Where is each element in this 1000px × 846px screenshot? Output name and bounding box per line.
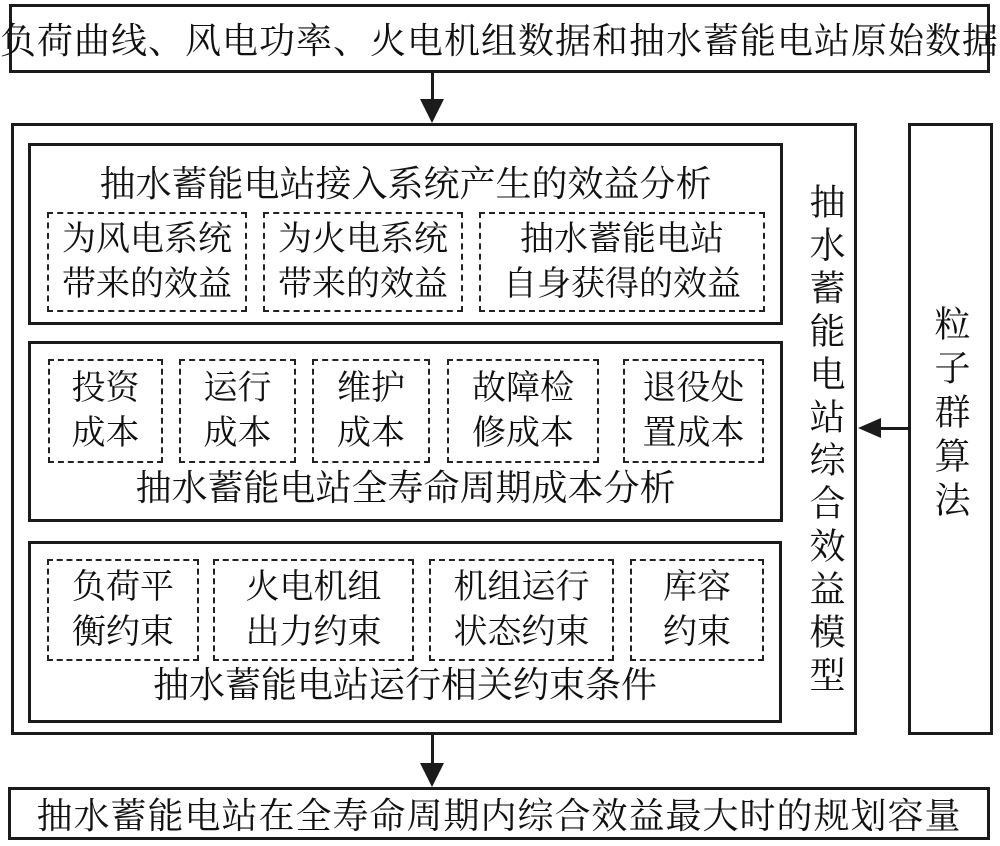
- benefit-item-wind-line2: 带来的效益: [62, 266, 232, 303]
- model-side-label: 抽水蓄能电站综合效益模型: [805, 183, 845, 699]
- result-label: 抽水蓄能电站在全寿命周期内综合效益最大时的规划容量: [36, 796, 962, 836]
- cost-item-maintenance-line2: 成本: [337, 415, 405, 452]
- benefit-item-wind-line1: 为风电系统: [62, 220, 232, 258]
- constraint-section: [28, 541, 782, 723]
- arrow-down-top-stem: [431, 73, 434, 101]
- benefit-item-self: [479, 212, 765, 312]
- cost-item-maintenance-line1: 维护: [337, 369, 405, 407]
- cost-item-decommission: [623, 359, 764, 463]
- arrow-down-top-head: [420, 99, 444, 123]
- input-data-label: 负荷曲线、风电功率、火电机组数据和抽水蓄能电站原始数据: [0, 21, 1000, 61]
- cost-analysis-section: [28, 341, 783, 522]
- cost-item-operation-line2: 成本: [203, 415, 272, 452]
- constraint-label: 抽水蓄能电站运行相关约束条件: [152, 665, 657, 705]
- constraint-item-load-balance-line1: 负荷平: [72, 568, 174, 606]
- cost-item-investment-line2: 成本: [71, 415, 140, 452]
- constraint-item-thermal-output-line1: 火电机组: [245, 568, 382, 606]
- benefit-item-thermal-line2: 带来的效益: [278, 266, 448, 303]
- comprehensive-benefit-model-box: [11, 123, 857, 735]
- result-box: [8, 787, 990, 840]
- cost-item-maintenance: [312, 359, 430, 463]
- constraint-item-thermal-output: [213, 559, 414, 661]
- constraint-item-reservoir: [630, 559, 764, 661]
- constraint-item-thermal-output-line2: 出力约束: [245, 614, 382, 651]
- constraint-item-load-balance-line2: 衡约束: [72, 614, 174, 651]
- pso-algorithm-box: [908, 123, 993, 735]
- benefit-item-wind: [47, 212, 247, 312]
- cost-item-decommission-line2: 置成本: [642, 415, 745, 452]
- arrow-down-bottom-stem: [431, 735, 434, 765]
- constraint-item-reservoir-line2: 约束: [663, 614, 731, 651]
- benefit-item-thermal: [263, 212, 463, 312]
- cost-item-repair-line1: 故障检: [472, 369, 574, 407]
- cost-analysis-label: 抽水蓄能电站全寿命周期成本分析: [135, 468, 676, 508]
- constraint-item-unit-state-line2: 状态约束: [453, 614, 590, 651]
- benefit-item-self-line2: 自身获得的效益: [503, 266, 741, 303]
- constraint-item-unit-state-line1: 机组运行: [453, 568, 590, 606]
- pso-algorithm-label: 粒子群算法: [930, 305, 970, 525]
- benefit-analysis-title: 抽水蓄能电站接入系统产生的效益分析: [99, 164, 712, 204]
- constraint-item-reservoir-line1: 库容: [663, 568, 731, 606]
- cost-item-operation: [179, 359, 296, 463]
- cost-item-investment-line1: 投资: [71, 369, 140, 407]
- constraint-item-load-balance: [47, 559, 199, 661]
- benefit-item-self-line1: 抽水蓄能电站: [520, 220, 724, 258]
- benefit-analysis-section: [28, 143, 783, 325]
- cost-item-decommission-line1: 退役处: [642, 369, 745, 407]
- constraint-item-unit-state: [429, 559, 614, 661]
- cost-item-repair-line2: 修成本: [472, 415, 574, 452]
- cost-item-repair: [447, 359, 599, 463]
- input-data-box: [0, 4, 1000, 73]
- arrow-left-pso-head: [858, 418, 881, 438]
- arrow-down-bottom-head: [420, 763, 444, 787]
- benefit-item-thermal-line1: 为火电系统: [278, 220, 448, 258]
- cost-item-investment: [48, 359, 163, 463]
- cost-item-operation-line1: 运行: [203, 369, 272, 407]
